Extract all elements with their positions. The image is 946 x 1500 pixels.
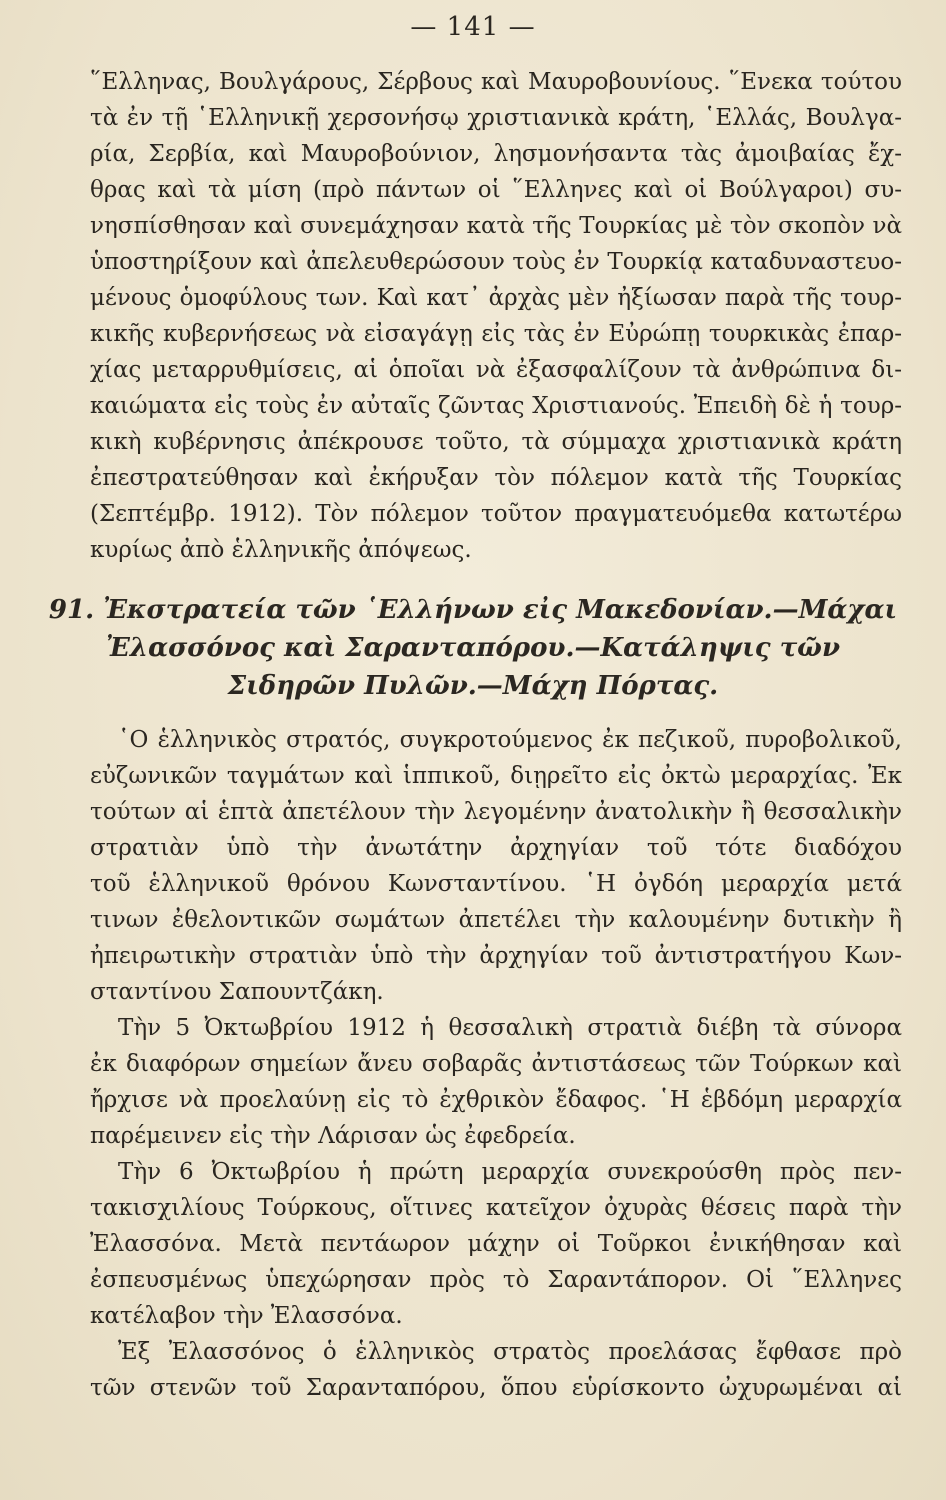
text-line: κικὴ κυβέρνησις ἀπέκρουσε τοῦτο, τὰ σύμμαχα χριστιανικὰ κράτη [90, 429, 902, 455]
text-line: ὑποστηρίξουν καὶ ἀπελευθερώσουν τοὺς ἐν Τουρκίᾳ καταδυναστευο- [90, 249, 902, 275]
text-line: τῶν στενῶν τοῦ Σαρανταπόρου, ὅπου εὑρίσκοντο ὠχυρωμέναι αἱ [90, 1375, 902, 1401]
text-line: (Σεπτέμβρ. 1912). Τὸν πόλεμον τοῦτον πραγματευόμεθα κατωτέρω [90, 501, 902, 527]
text-line: ἠπειρωτικὴν στρατιὰν ὑπὸ τὴν ἀρχηγίαν τοῦ ἀντιστρατήγου Κων- [90, 943, 902, 969]
text-line: ἐκ διαφόρων σημείων ἄνευ σοβαρᾶς ἀντιστάσεως τῶν Τούρκων καὶ [90, 1051, 902, 1077]
text-line: τοῦ ἑλληνικοῦ θρόνου Κωνσταντίνου. ῾Η ὀγδόη μεραρχία μετά [90, 871, 902, 897]
text-line: κατέλαβον τὴν Ἐλασσόνα. [90, 1303, 403, 1329]
text-line: ῞Ελληνας, Βουλγάρους, Σέρβους καὶ Μαυροβουνίους. ῞Ενεκα τούτου [90, 69, 902, 95]
text-line: στρατιὰν ὑπὸ τὴν ἀνωτάτην ἀρχηγίαν τοῦ τότε διαδόχου [90, 835, 902, 861]
text-line: χίας μεταρρυθμίσεις, αἱ ὁποῖαι νὰ ἐξασφαλίζουν τὰ ἀνθρώπινα δι- [90, 357, 902, 383]
text-line: ἤρχισε νὰ προελαύνῃ εἰς τὸ ἐχθρικὸν ἔδαφος. ῾Η ἑβδόμη μεραρχία [90, 1087, 902, 1113]
text-line: κικῆς κυβερνήσεως νὰ εἰσαγάγῃ εἰς τὰς ἐν Εὐρώπῃ τουρκικὰς ἐπαρ- [90, 321, 902, 347]
text-line: τὰ ἐν τῇ ῾Ελληνικῇ χερσονήσῳ χριστιανικὰ κράτη, ῾Ελλάς, Βουλγα- [90, 105, 902, 131]
text-line: Ἐλασσόνα. Μετὰ πεντάωρον μάχην οἱ Τοῦρκοι ἐνικήθησαν καὶ [90, 1231, 902, 1257]
text-line: Ἐξ Ἐλασσόνος ὁ ἑλληνικὸς στρατὸς προελάσας ἔφθασε πρὸ [118, 1339, 902, 1365]
page-number: — 141 — [410, 12, 536, 42]
text-line: τινων ἐθελοντικῶν σωμάτων ἀπετέλει τὴν καλουμένην δυτικὴν ἢ [90, 907, 902, 933]
text-line: νησπίσθησαν καὶ συνεμάχησαν κατὰ τῆς Τουρκίας μὲ τὸν σκοπὸν νὰ [90, 213, 902, 239]
text-line: κυρίως ἀπὸ ἑλληνικῆς ἀπόψεως. [90, 537, 472, 563]
text-line: τούτων αἱ ἑπτὰ ἀπετέλουν τὴν λεγομένην ἀνατολικὴν ἢ θεσσαλικὴν [90, 799, 902, 825]
text-line: ῾Ο ἑλληνικὸς στρατός, συγκροτούμενος ἐκ πεζικοῦ, πυροβολικοῦ, [118, 727, 902, 753]
text-line: μένους ὁμοφύλους των. Καὶ κατ᾽ ἀρχὰς μὲν ἠξίωσαν παρὰ τῆς τουρ- [90, 285, 902, 311]
section-heading-line: Σιδηρῶν Πυλῶν.—Μάχη Πόρτας. [227, 671, 719, 701]
section-heading-line: 91. Ἐκστρατεία τῶν ῾Ελλήνων εἰς Μακεδονίαν.—Μάχαι [48, 595, 898, 625]
text-line: θρας καὶ τὰ μίση (πρὸ πάντων οἱ ῞Ελληνες καὶ οἱ Βούλγαροι) συ- [90, 177, 902, 203]
text-line: εὐζωνικῶν ταγμάτων καὶ ἱππικοῦ, διῃρεῖτο εἰς ὀκτὼ μεραρχίας. Ἐκ [90, 763, 902, 789]
text-line: τακισχιλίους Τούρκους, οἵτινες κατεῖχον ὀχυρὰς θέσεις παρὰ τὴν [90, 1195, 902, 1221]
text-line: ἐσπευσμένως ὑπεχώρησαν πρὸς τὸ Σαραντάπορον. Οἱ ῞Ελληνες [90, 1267, 902, 1293]
text-line: Τὴν 6 Ὀκτωβρίου ἡ πρώτη μεραρχία συνεκρούσθη πρὸς πεν- [118, 1159, 902, 1185]
text-line: ἐπεστρατεύθησαν καὶ ἐκήρυξαν τὸν πόλεμον κατὰ τῆς Τουρκίας [90, 465, 902, 491]
text-line: παρέμεινεν εἰς τὴν Λάρισαν ὡς ἐφεδρεία. [90, 1123, 576, 1149]
section-heading-line: Ἐλασσόνος καὶ Σαρανταπόρου.—Κατάληψις τῶν [106, 633, 840, 663]
text-line: καιώματα εἰς τοὺς ἐν αὐταῖς ζῶντας Χριστιανούς. Ἐπειδὴ δὲ ἡ τουρ- [90, 393, 902, 419]
text-line: Τὴν 5 Ὀκτωβρίου 1912 ἡ θεσσαλικὴ στρατιὰ διέβη τὰ σύνορα [118, 1015, 902, 1041]
text-line: ρία, Σερβία, καὶ Μαυροβούνιον, λησμονήσαντα τὰς ἀμοιβαίας ἔχ- [90, 141, 902, 167]
text-line: σταντίνου Σαπουντζάκη. [90, 979, 384, 1005]
